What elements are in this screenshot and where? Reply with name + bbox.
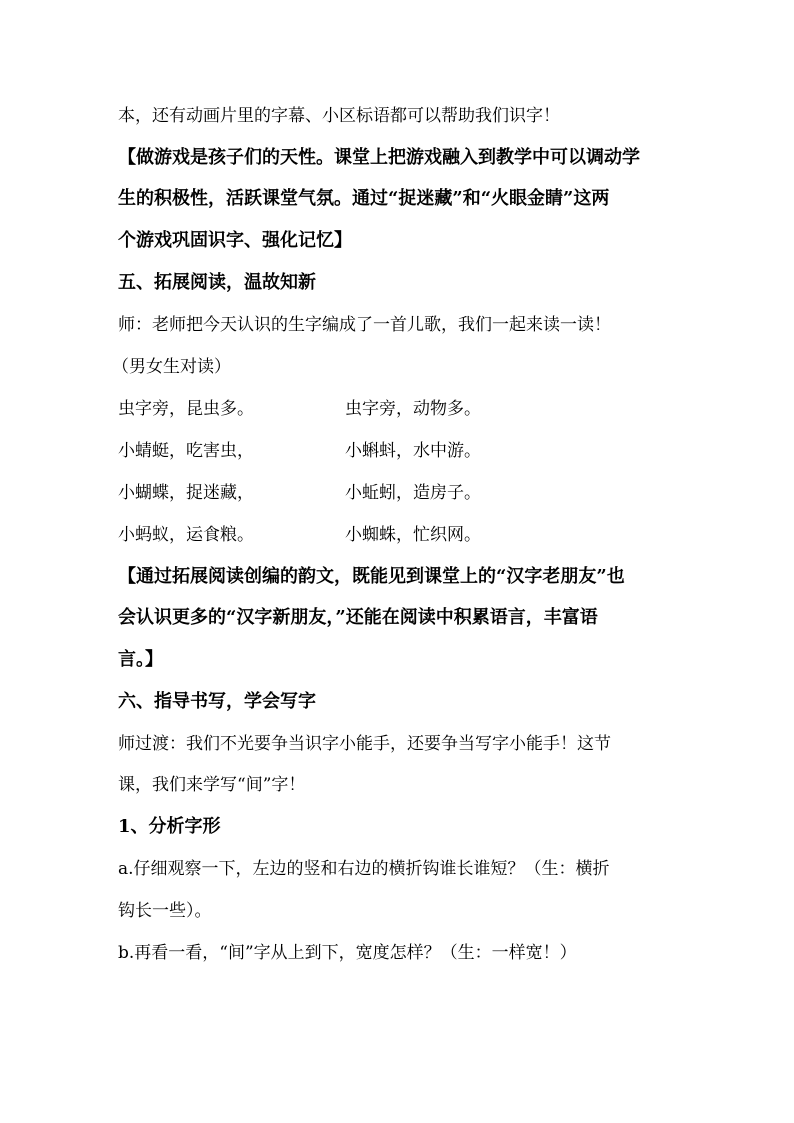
section6-heading: 六、指导书写，学会写字 xyxy=(118,691,316,712)
comment2-line-1: 【通过拓展阅读创编的韵文，既能见到课堂上的“汉字老朋友”也 xyxy=(118,566,625,587)
poem-line-right-3: 小蚯蚓，造房子。 xyxy=(345,483,481,503)
comment1-line-1: 【做游戏是孩子们的天性。课堂上把游戏融入到教学中可以调动学 xyxy=(118,147,640,168)
transition-line-2: 课，我们来学写“间”字！ xyxy=(118,775,306,795)
poem-line-left-4: 小蚂蚁，运食粮。 xyxy=(118,525,254,545)
poem-line-left-3: 小蝴蝶，捉迷藏， xyxy=(118,483,254,503)
comment2-line-2: 会认识更多的“汉字新朋友，”还能在阅读中积累语言，丰富语 xyxy=(118,607,598,628)
item-a-line-1: a.仔细观察一下，左边的竖和右边的横折钩谁长谁短？（生：横折 xyxy=(118,859,610,879)
poem-line-right-1: 虫字旁，动物多。 xyxy=(345,399,481,419)
reading-mode: （男女生对读） xyxy=(112,357,231,377)
poem-line-left-1: 虫字旁，昆虫多。 xyxy=(118,399,254,419)
intro-line: 本，还有动画片里的字幕、小区标语都可以帮助我们识字！ xyxy=(118,106,560,126)
teacher-line: 师：老师把今天认识的生字编成了一首儿歌，我们一起来读一读！ xyxy=(118,315,611,335)
comment1-line-2: 生的积极性，活跃课堂气氛。通过“捉迷藏”和“火眼金睛”这两 xyxy=(118,188,610,209)
transition-line-1: 师过渡：我们不光要争当识字小能手，还要争当写字小能手！这节 xyxy=(118,734,611,754)
subheading-analyze-shape: 1、分析字形 xyxy=(118,816,221,837)
poem-line-left-2: 小蜻蜓，吃害虫， xyxy=(118,441,254,461)
comment1-line-3: 个游戏巩固识字、强化记忆】 xyxy=(118,230,352,251)
poem-line-right-2: 小蝌蚪，水中游。 xyxy=(345,441,481,461)
section5-heading: 五、拓展阅读，温故知新 xyxy=(118,272,316,293)
poem-line-right-4: 小蜘蛛，忙织网。 xyxy=(345,525,481,545)
item-a-line-2: 钩长一些）。 xyxy=(118,901,212,921)
comment2-line-3: 言。】 xyxy=(118,649,163,670)
item-b-line: b.再看一看，“间”字从上到下，宽度怎样？（生：一样宽！） xyxy=(118,943,577,963)
